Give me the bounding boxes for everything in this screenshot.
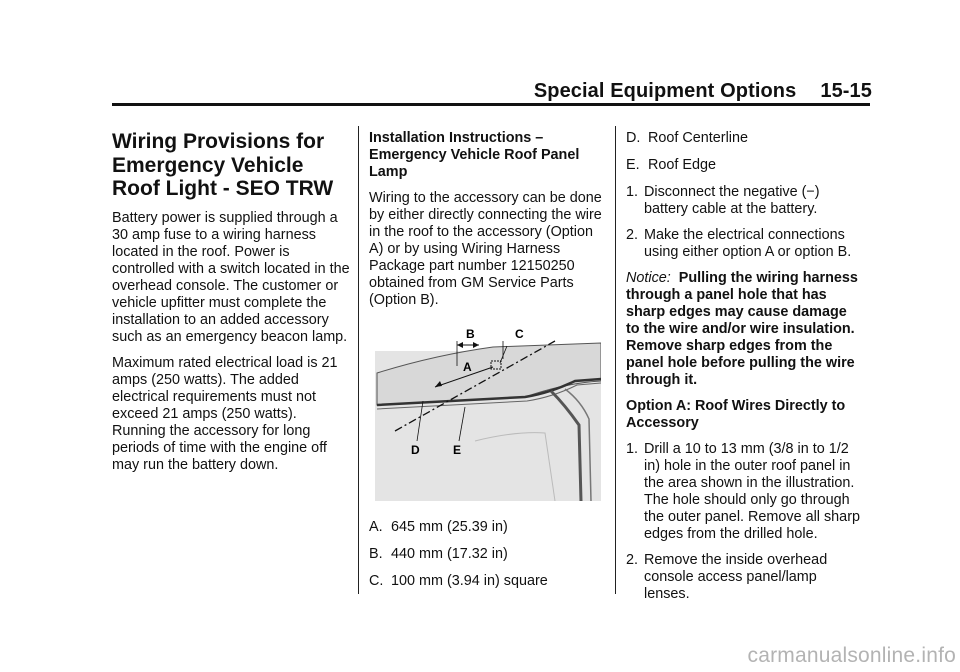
paragraph-wiring: Wiring to the accessory can be done by either directly connecting the wire in the roof to the accessory (Option A) or by using Wiring Harness Package part number 12150250 obtained from GM Service Parts (Option B). [369,190,602,308]
column-1 [112,128,350,483]
notice-text: Pulling the wiring harness through a panel hole that has sharp edges may cause damage to the wire and/or wire insulation. Remove sharp edges from the panel hole before pulling the wire through it. [626,270,858,388]
section-heading: Wiring Provisions for Emergency Vehicle Roof Light - SEO TRW [112,130,334,200]
page-number: 15-15 [820,80,872,102]
column-divider-2 [615,126,616,594]
roof-illustration [375,321,601,501]
column-2 [369,130,607,600]
section-title: Special Equipment Options [533,80,797,102]
installation-subheading: Installation Instructions – Emergency Vehicle Roof Panel Lamp [369,130,580,180]
label-E: E [453,443,462,457]
notice-label: Notice: [626,270,671,286]
paragraph-load: Maximum rated electrical load is 21 amps (250 watts). The added electrical requirements must not exceed 21 amps (250 watts). Running the accessory for long periods of time with the engine off may run the battery down. [112,354,338,473]
step-item: 2. Make the electrical connections using either option A or option B. [626,227,852,260]
option-a-heading: Option A: Roof Wires Directly to Accessory [626,398,846,431]
paragraph-power: Battery power is supplied through a 30 amp fuse to a wiring harness located in the roof. Power is controlled with a switch located in the overhead console. The customer or vehicle upfitter must complete the installation to an added accessory such as an emergency beacon lamp. [112,209,350,345]
column-divider-1 [358,126,359,594]
legend-item: A. 645 mm (25.39 in) [369,519,508,535]
legend-item: B. 440 mm (17.32 in) [369,546,508,562]
notice [626,270,862,389]
header-rule [112,103,870,106]
label-D: D [411,443,420,457]
step-item: 1. Disconnect the negative (−) battery cable at the battery. [626,184,820,217]
legend-item: D. Roof Centerline [626,130,748,146]
label-B: B [466,327,475,341]
page-header [534,80,872,103]
legend-item: E. Roof Edge [626,157,717,173]
label-A: A [463,360,472,374]
watermark: carmanualsonline.info [747,644,956,667]
figure-legend-1 [369,519,607,590]
step-item: 2. Remove the inside overhead console access panel/lamp lenses. [626,552,828,602]
label-C: C [515,327,524,341]
step-item: 1. Drill a 10 to 13 mm (3/8 in to 1/2 in) hole in the outer roof panel in the area shown in the illustration. The hole should only go through the outer panel. Remove all sharp edges from the drilled hole. [626,441,860,542]
legend-item: C. 100 mm (3.94 in) square [369,573,548,589]
column-3 [626,130,862,612]
